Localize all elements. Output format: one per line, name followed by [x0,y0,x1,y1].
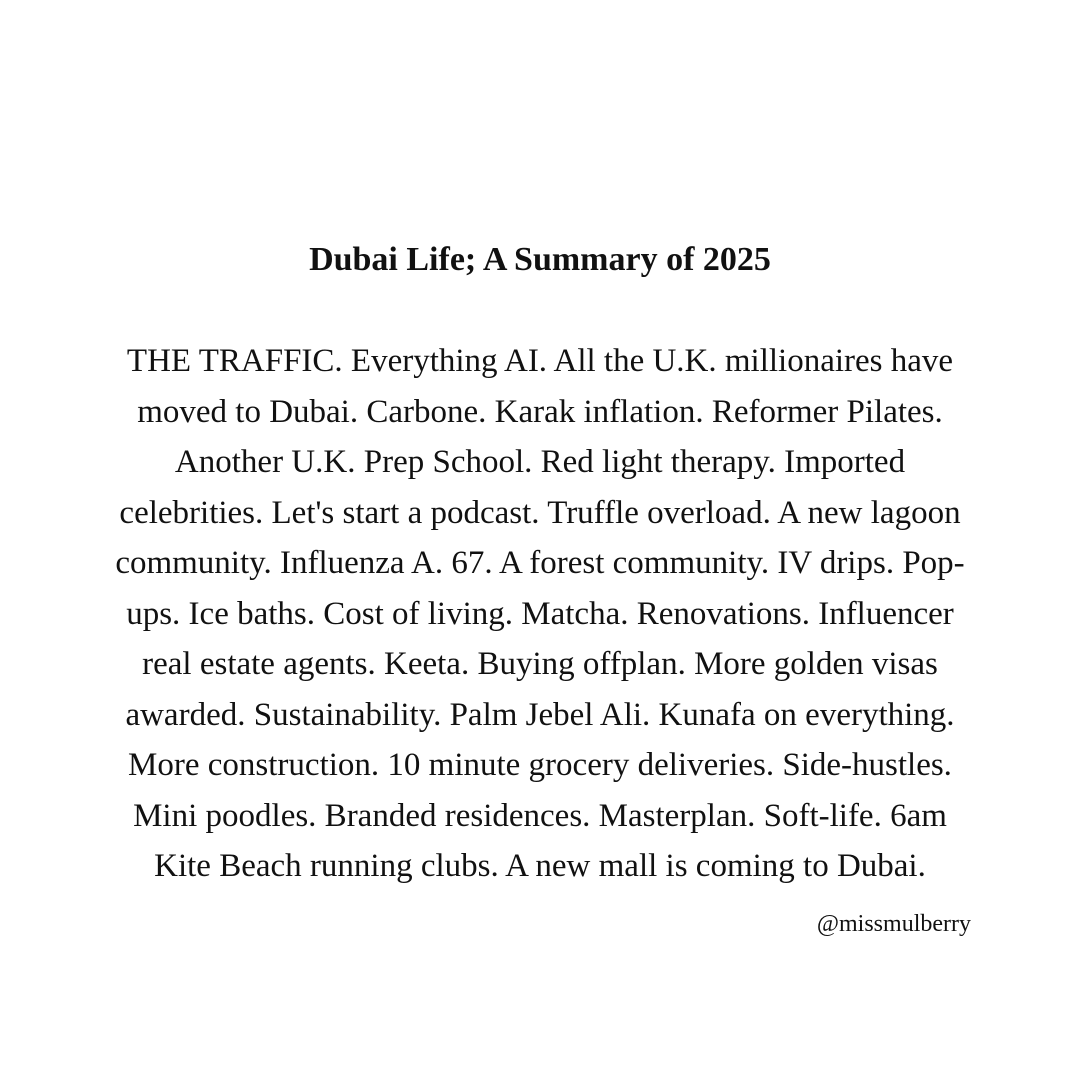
body-line: real estate agents. Keeta. Buying offplan. More golden visas [142,646,938,682]
post-title: Dubai Life; A Summary of 2025 [309,241,771,278]
body-line: Mini poodles. Branded residences. Masterplan. Soft-life. 6am [133,797,947,834]
body-line: celebrities. Let's start a podcast. Truffle overload. A new lagoon [119,494,961,531]
body-line: Another U.K. Prep School. Red light therapy. Imported [174,444,906,480]
body-line: THE TRAFFIC. Everything AI. All the U.K. millionaires have [126,343,954,379]
body-line: Kite Beach running clubs. A new mall is coming to Dubai. [154,848,926,884]
body-line: awarded. Sustainability. Palm Jebel Ali. Kunafa on everything. [125,696,955,733]
body-line: community. Influenza A. 67. A forest community. IV drips. Pop- [115,545,965,581]
post-body [0,336,1080,892]
body-line: moved to Dubai. Carbone. Karak inflation. Reformer Pilates. [137,393,943,430]
body-line: More construction. 10 minute grocery deliveries. Side-hustles. [128,747,952,783]
author-handle: @missmulberry [816,911,971,937]
body-line: ups. Ice baths. Cost of living. Matcha. Renovations. Influencer [126,595,954,632]
